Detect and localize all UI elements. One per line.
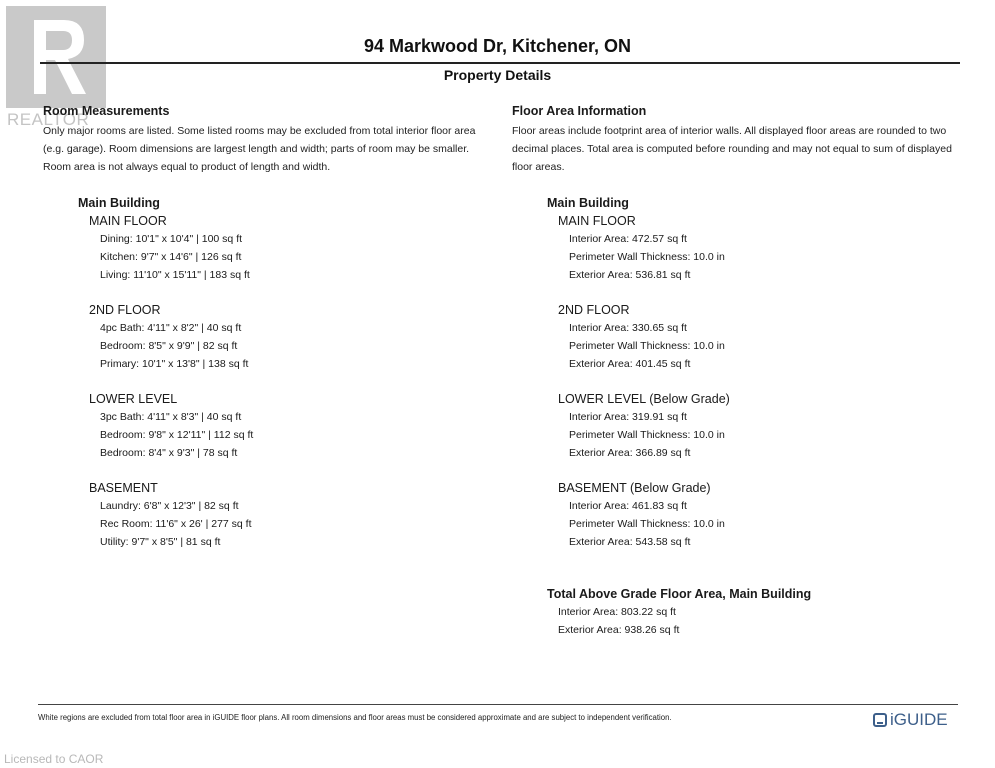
room-measurements-description: Only major rooms are listed. Some listed rooms may be excluded from total interior floor area (e.g. garage). Room dimensions are largest length and width; parts of room may be smaller. Room area is not always equal to product of length and width. <box>43 125 476 173</box>
room-building-heading: Main Building <box>78 196 160 210</box>
area-item: Interior Area: 472.57 sq ft <box>569 233 687 245</box>
room-item: Rec Room: 11'6" x 26' | 277 sq ft <box>100 518 252 530</box>
room-item: Kitchen: 9'7" x 14'6" | 126 sq ft <box>100 251 242 263</box>
room-item: Dining: 10'1" x 10'4" | 100 sq ft <box>100 233 243 245</box>
room-item: Bedroom: 9'8" x 12'11" | 112 sq ft <box>100 429 254 441</box>
area-floor-lower <box>558 390 967 462</box>
area-item: Interior Area: 461.83 sq ft <box>569 500 687 512</box>
room-item: 3pc Bath: 4'11" x 8'3" | 40 sq ft <box>100 411 242 423</box>
room-item: Bedroom: 8'4" x 9'3" | 78 sq ft <box>100 447 238 459</box>
room-floor-2nd <box>89 301 493 373</box>
room-item: Primary: 10'1" x 13'8" | 138 sq ft <box>100 358 249 370</box>
floor-name: BASEMENT <box>89 481 158 495</box>
room-measurements-section <box>43 103 493 551</box>
footer-disclaimer: White regions are excluded from total floor area in iGUIDE floor plans. All room dimensions and floor areas must be considered approximate and are subject to independent verification. <box>38 713 672 722</box>
floor-name: BASEMENT (Below Grade) <box>558 481 711 495</box>
area-floor-2nd <box>558 301 967 373</box>
area-item: Exterior Area: 366.89 sq ft <box>569 447 691 459</box>
area-item: Perimeter Wall Thickness: 10.0 in <box>569 340 725 352</box>
area-building-heading: Main Building <box>547 196 629 210</box>
area-item: Exterior Area: 543.58 sq ft <box>569 536 691 548</box>
room-item: 4pc Bath: 4'11" x 8'2" | 40 sq ft <box>100 322 242 334</box>
area-item: Perimeter Wall Thickness: 10.0 in <box>569 251 725 263</box>
realtor-watermark-text: REALTOR <box>7 110 90 129</box>
room-measurements-heading: Room Measurements <box>43 104 170 118</box>
room-item: Laundry: 6'8" x 12'3" | 82 sq ft <box>100 500 239 512</box>
total-area-heading: Total Above Grade Floor Area, Main Building <box>547 587 812 601</box>
license-watermark: Licensed to CAOR <box>4 752 104 766</box>
room-floor-basement <box>89 479 493 551</box>
iguide-brand-text: iGUIDE <box>890 710 948 729</box>
area-item: Exterior Area: 401.45 sq ft <box>569 358 691 370</box>
floor-name: MAIN FLOOR <box>558 214 636 228</box>
floor-name: LOWER LEVEL (Below Grade) <box>558 392 730 406</box>
room-floor-main <box>89 212 493 284</box>
floor-name: MAIN FLOOR <box>89 214 167 228</box>
area-item: Exterior Area: 536.81 sq ft <box>569 269 691 281</box>
room-floor-lower <box>89 390 493 462</box>
page-title: 94 Markwood Dr, Kitchener, ON <box>363 36 632 56</box>
room-item: Bedroom: 8'5" x 9'9" | 82 sq ft <box>100 340 238 352</box>
area-item: Interior Area: 319.91 sq ft <box>569 411 687 423</box>
room-item: Living: 11'10" x 15'11" | 183 sq ft <box>100 269 250 281</box>
realtor-logo-icon <box>6 6 106 108</box>
floor-area-heading: Floor Area Information <box>512 104 647 118</box>
area-floor-main <box>558 212 967 284</box>
floor-name: 2ND FLOOR <box>89 303 161 317</box>
page-subtitle: Property Details <box>443 67 552 83</box>
total-area-block <box>558 603 967 639</box>
area-item: Perimeter Wall Thickness: 10.0 in <box>569 429 725 441</box>
floor-name: LOWER LEVEL <box>89 392 178 406</box>
area-floor-basement <box>558 479 967 551</box>
footer-divider <box>38 704 958 705</box>
room-item: Utility: 9'7" x 8'5" | 81 sq ft <box>100 536 221 548</box>
floor-area-section <box>512 103 967 639</box>
area-item: Perimeter Wall Thickness: 10.0 in <box>569 518 725 530</box>
floor-area-description: Floor areas include footprint area of interior walls. All displayed floor areas are rounded to two decimal places. Total area is computed before rounding and may not equal to sum of displayed floor areas. <box>512 125 952 173</box>
title-divider <box>40 62 960 64</box>
iguide-brand <box>873 710 948 730</box>
floor-name: 2ND FLOOR <box>558 303 630 317</box>
iguide-logo-icon <box>873 713 887 727</box>
area-item: Interior Area: 803.22 sq ft <box>558 606 676 618</box>
area-item: Interior Area: 330.65 sq ft <box>569 322 687 334</box>
area-item: Exterior Area: 938.26 sq ft <box>558 624 680 636</box>
